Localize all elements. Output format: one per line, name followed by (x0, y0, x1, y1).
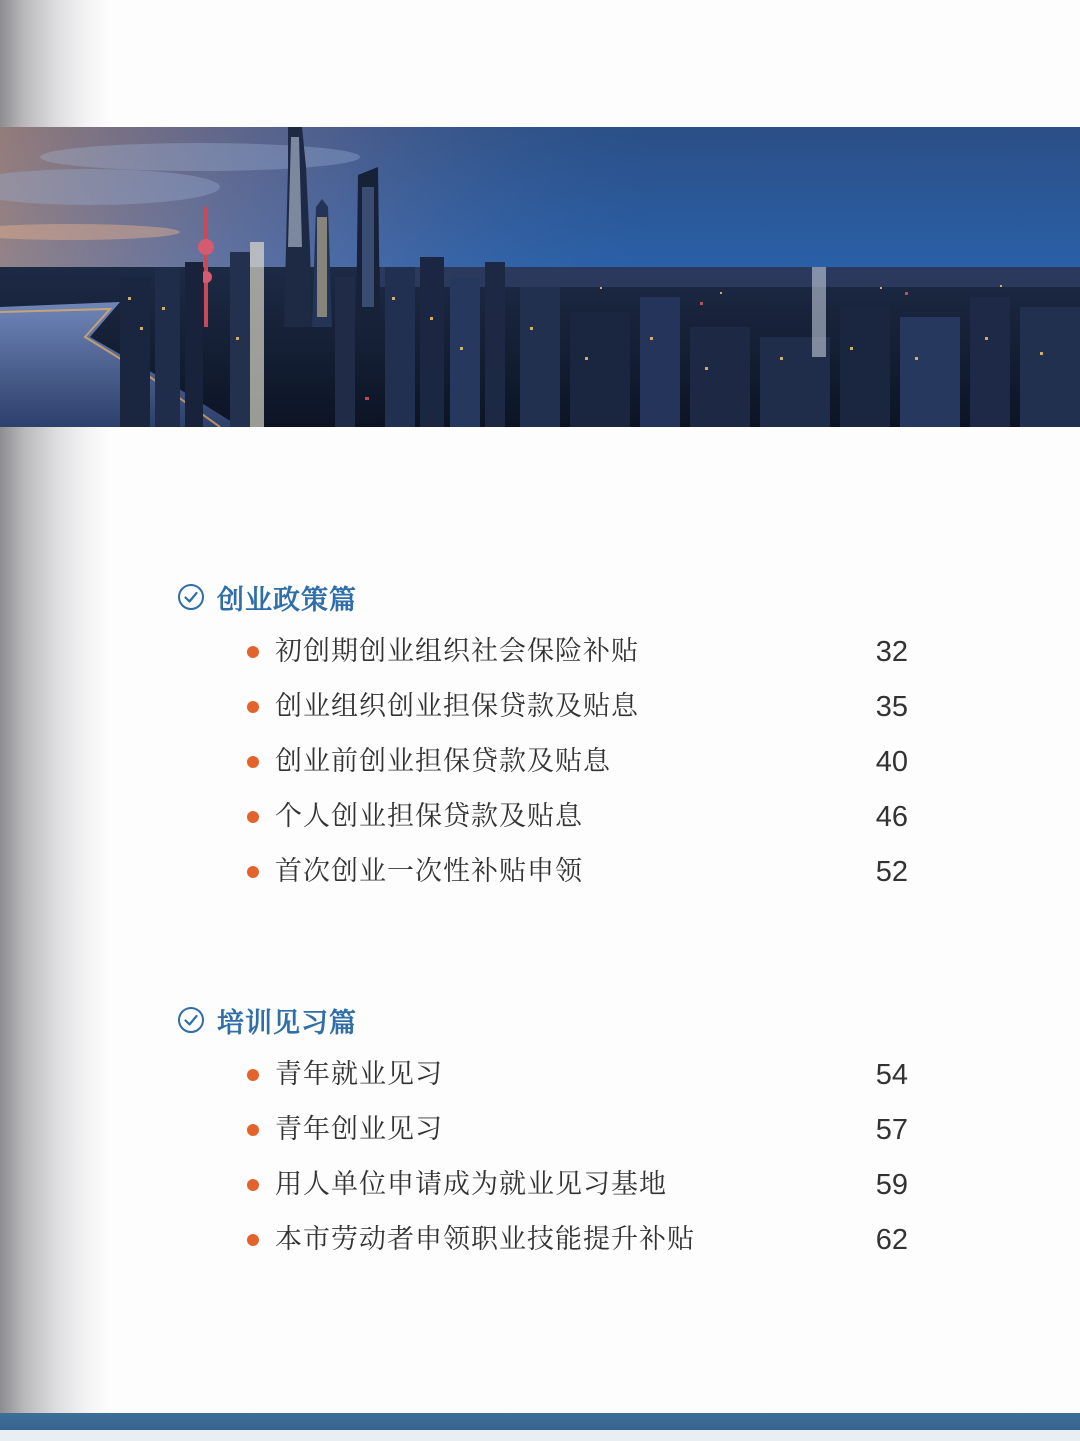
toc-item-page: 32 (875, 636, 908, 668)
toc-item-page: 54 (875, 1059, 908, 1091)
toc-item-page: 46 (875, 801, 908, 833)
bullet-dot (247, 866, 259, 878)
section-heading (177, 1000, 357, 1040)
toc-item-label: 个人创业担保贷款及贴息 (275, 801, 583, 832)
toc-item-label: 初创期创业组织社会保险补贴 (275, 636, 639, 667)
bullet-dot (247, 811, 259, 823)
toc-item[interactable] (0, 632, 1080, 672)
toc-item[interactable] (0, 1055, 1080, 1095)
toc-item-label: 青年创业见习 (275, 1114, 443, 1145)
footer-bar (0, 1413, 1080, 1441)
toc-item-page: 40 (875, 746, 908, 778)
section-heading (177, 577, 357, 617)
toc-item-label: 首次创业一次性补贴申领 (275, 856, 583, 887)
toc-item-page: 59 (875, 1169, 908, 1201)
toc-item[interactable] (0, 1165, 1080, 1205)
toc-item-label: 创业组织创业担保贷款及贴息 (275, 691, 639, 722)
bullet-dot (247, 1069, 259, 1081)
bullet-dot (247, 701, 259, 713)
bullet-dot (247, 1179, 259, 1191)
bullet-dot (247, 1124, 259, 1136)
city-skyline-banner (0, 127, 1080, 427)
bullet-dot (247, 756, 259, 768)
toc-item-page: 52 (875, 856, 908, 888)
toc-item[interactable] (0, 1110, 1080, 1150)
toc-item[interactable] (0, 1220, 1080, 1260)
toc-item-label: 用人单位申请成为就业见习基地 (275, 1169, 667, 1200)
toc-item-page: 57 (875, 1114, 908, 1146)
toc-item[interactable] (0, 687, 1080, 727)
toc-item[interactable] (0, 797, 1080, 837)
toc-item-page: 35 (875, 691, 908, 723)
toc-item-page: 62 (875, 1224, 908, 1256)
bullet-dot (247, 646, 259, 658)
section-title: 创业政策篇 (217, 584, 357, 616)
check-circle-icon (177, 1006, 205, 1034)
toc-item-label: 本市劳动者申领职业技能提升补贴 (275, 1224, 695, 1255)
toc-item[interactable] (0, 852, 1080, 892)
section-title: 培训见习篇 (217, 1007, 357, 1039)
toc-item-label: 创业前创业担保贷款及贴息 (275, 746, 611, 777)
bullet-dot (247, 1234, 259, 1246)
toc-item[interactable] (0, 742, 1080, 782)
toc-item-label: 青年就业见习 (275, 1059, 443, 1090)
check-circle-icon (177, 583, 205, 611)
